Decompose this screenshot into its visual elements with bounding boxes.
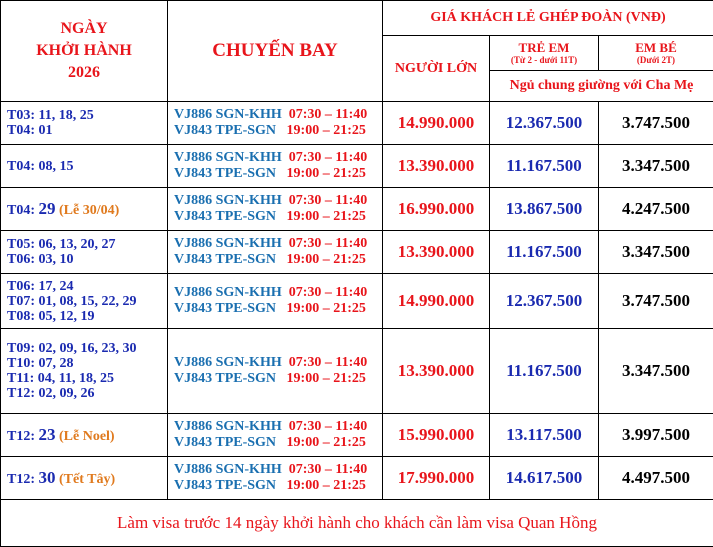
return-code: VJ843 TPE-SGN [174,209,277,224]
outbound-code: VJ886 SGN-KHH [174,150,282,165]
date-line [7,123,167,138]
return-time: 19:00 – 21:25 [286,166,366,181]
header-departure-date [1,1,168,102]
date-line [7,309,167,324]
day-list: 01 [38,123,53,138]
day-list: 11, 18, 25 [38,108,94,123]
visa-note: Làm visa trước 14 ngày khởi hành cho khách cần làm visa Quan Hồng [1,500,713,547]
month-label: T12: [7,471,39,487]
price-adult: 13.390.000 [383,145,490,188]
price-adult: 15.990.000 [383,414,490,457]
outbound-time: 07:30 – 11:40 [288,107,368,122]
return-flight [174,435,382,451]
price-child: 11.167.500 [490,145,599,188]
price-child: 13.867.500 [490,188,599,231]
outbound-code: VJ886 SGN-KHH [174,462,282,477]
return-code: VJ843 TPE-SGN [174,478,277,493]
return-time: 19:00 – 21:25 [286,123,366,138]
month-label: T04: [7,158,39,174]
date-line [7,108,167,123]
price-child: 13.117.500 [490,414,599,457]
date-line [7,159,167,174]
date-line [7,386,167,401]
return-code: VJ843 TPE-SGN [174,301,277,316]
month-label: T09: [7,341,39,356]
outbound-flight [174,107,382,123]
price-child: 11.167.500 [490,231,599,274]
return-flight [174,166,382,182]
day-list: 04, 11, 18, 25 [37,371,114,386]
table-row [1,274,713,329]
table-row [1,329,713,414]
header-baby [599,36,713,71]
header-date-line2: KHỞI HÀNH [36,42,132,59]
day-list: 01, 08, 15, 22, 29 [38,293,137,309]
return-time: 19:00 – 21:25 [286,435,366,450]
outbound-flight [174,419,382,435]
departure-dates [1,414,168,457]
date-line [7,198,167,218]
return-flight [174,301,382,317]
month-label: T11: [7,371,38,386]
date-line [7,356,167,371]
price-baby: 4.247.500 [599,188,713,231]
table-row [1,188,713,231]
return-flight [174,478,382,494]
return-time: 19:00 – 21:25 [286,252,366,267]
month-label: T04: [7,123,39,138]
flight-info [168,457,383,500]
outbound-time: 07:30 – 11:40 [288,193,368,208]
outbound-flight [174,285,382,301]
flight-info [168,414,383,457]
departure-dates [1,329,168,414]
day-list: 29 [38,198,56,218]
price-baby: 3.347.500 [599,145,713,188]
price-child: 12.367.500 [490,274,599,329]
day-list: 30 [38,467,56,487]
price-adult: 13.390.000 [383,329,490,414]
price-baby: 3.347.500 [599,231,713,274]
return-flight [174,371,382,387]
table-row [1,457,713,500]
day-list: 05, 12, 19 [38,308,95,324]
outbound-time: 07:30 – 11:40 [288,462,368,477]
date-line [7,279,167,294]
month-label: T06: [7,278,39,294]
month-label: T10: [7,356,39,371]
return-time: 19:00 – 21:25 [286,301,366,316]
holiday-note: (Lễ 30/04) [55,202,120,218]
departure-dates [1,188,168,231]
header-baby-label: EM BÉ [635,40,677,55]
departure-dates [1,274,168,329]
price-adult: 14.990.000 [383,274,490,329]
price-baby: 3.747.500 [599,102,713,145]
price-adult: 14.990.000 [383,102,490,145]
flight-info [168,188,383,231]
date-line [7,252,167,267]
day-list: 02, 09, 26 [38,386,95,401]
table-row [1,414,713,457]
day-list: 03, 10 [38,252,74,267]
month-label: T04: [7,202,39,218]
return-code: VJ843 TPE-SGN [174,371,277,386]
return-flight [174,209,382,225]
return-time: 19:00 – 21:25 [286,209,366,224]
price-baby: 4.497.500 [599,457,713,500]
day-list: 23 [38,424,56,444]
day-list: 06, 13, 20, 27 [38,237,116,252]
flight-info [168,274,383,329]
return-code: VJ843 TPE-SGN [174,435,277,450]
month-label: T08: [7,308,39,324]
price-child: 11.167.500 [490,329,599,414]
departure-dates [1,457,168,500]
outbound-flight [174,150,382,166]
price-child: 14.617.500 [490,457,599,500]
day-list: 08, 15 [38,158,74,174]
holiday-note: (Lễ Noel) [55,428,115,444]
price-baby: 3.347.500 [599,329,713,414]
month-label: T03: [7,108,39,123]
outbound-code: VJ886 SGN-KHH [174,285,282,300]
departure-dates [1,145,168,188]
header-flight: CHUYẾN BAY [168,1,383,102]
flight-info [168,102,383,145]
flight-info [168,329,383,414]
header-adult: NGƯỜI LỚN [383,36,490,102]
table-row [1,145,713,188]
price-baby: 3.997.500 [599,414,713,457]
header-child-label: TRẺ EM [518,40,570,55]
date-line [7,237,167,252]
return-time: 19:00 – 21:25 [286,371,366,386]
header-date-line1: NGÀY [60,20,108,37]
day-list: 07, 28 [38,356,74,371]
header-date-year: 2026 [68,64,100,81]
outbound-time: 07:30 – 11:40 [288,419,368,434]
return-code: VJ843 TPE-SGN [174,166,277,181]
outbound-time: 07:30 – 11:40 [288,236,368,251]
departure-dates [1,231,168,274]
holiday-note: (Tết Tây) [55,471,116,487]
month-label: T07: [7,293,39,309]
outbound-time: 07:30 – 11:40 [288,285,368,300]
header-price-group: GIÁ KHÁCH LẺ GHÉP ĐOÀN (VNĐ) [383,1,713,36]
header-child-note: (Từ 2 - dưới 11T) [510,55,578,65]
header-share-bed: Ngủ chung giường với Cha Mẹ [490,71,713,102]
price-adult: 16.990.000 [383,188,490,231]
day-list: 17, 24 [38,278,74,294]
price-adult: 13.390.000 [383,231,490,274]
outbound-flight [174,355,382,371]
header-child [490,36,599,71]
outbound-flight [174,462,382,478]
price-baby: 3.747.500 [599,274,713,329]
date-line [7,294,167,309]
month-label: T12: [7,386,39,401]
outbound-code: VJ886 SGN-KHH [174,355,282,370]
outbound-code: VJ886 SGN-KHH [174,107,282,122]
price-child: 12.367.500 [490,102,599,145]
month-label: T05: [7,237,39,252]
outbound-code: VJ886 SGN-KHH [174,419,282,434]
return-flight [174,252,382,268]
outbound-time: 07:30 – 11:40 [288,150,368,165]
outbound-flight [174,193,382,209]
flight-info [168,145,383,188]
price-adult: 17.990.000 [383,457,490,500]
return-time: 19:00 – 21:25 [286,478,366,493]
table-row [1,102,713,145]
outbound-flight [174,236,382,252]
return-code: VJ843 TPE-SGN [174,123,277,138]
outbound-time: 07:30 – 11:40 [288,355,368,370]
date-line [7,424,167,444]
day-list: 02, 09, 16, 23, 30 [38,341,137,356]
outbound-code: VJ886 SGN-KHH [174,236,282,251]
outbound-code: VJ886 SGN-KHH [174,193,282,208]
table-row [1,231,713,274]
month-label: T12: [7,428,39,444]
departure-dates [1,102,168,145]
return-code: VJ843 TPE-SGN [174,252,277,267]
date-line [7,341,167,356]
flight-info [168,231,383,274]
date-line [7,371,167,386]
price-rows [1,102,713,500]
header-baby-note: (Dưới 2T) [636,55,676,65]
month-label: T06: [7,252,39,267]
return-flight [174,123,382,139]
date-line [7,467,167,487]
